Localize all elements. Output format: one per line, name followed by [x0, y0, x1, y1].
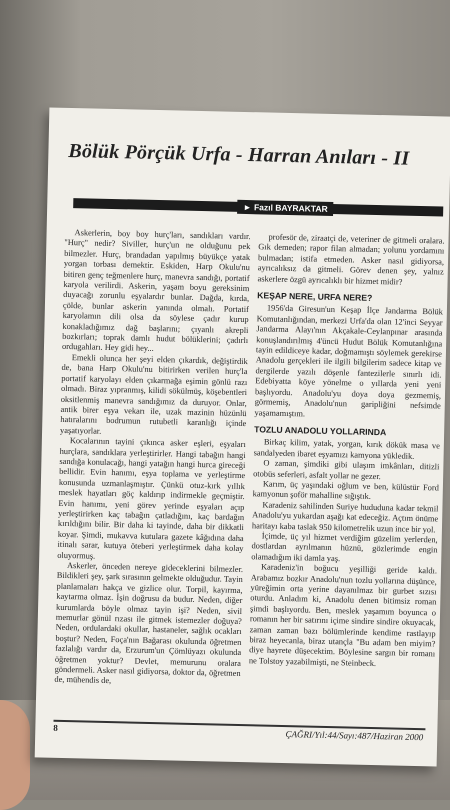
- byline: [237, 200, 334, 216]
- page-number: 8: [53, 722, 58, 733]
- section-heading: TOZLU ANADOLU YOLLARINDA: [254, 424, 387, 438]
- triangle-icon: ►: [243, 201, 252, 213]
- paragraph: Askerlerin, boy boy hurç'ları, sandıkları vardır. "Hurç" nedir? Siviller, hurç'un ne olduğunu pek bilmezler. Hurç, brandadan yapılmış büyükçe yatak yorgan torbası demektir. Eskiden, Harp Okulu'nu bitiren genç teğmenlere hurç, manevra sandığı, portatif karyola verilirdi. Askerin, yaşam boyu gereksinim duyacağı zorunlu eşyalardır bunlar. Dağda, kırda, çölde, bunlar askerin yanında olmalı. Portatif karyolamın dili olsa da söylese çadır kurup konakladığımız dağ başlarını; çıyanlı akrepli bozkırları; toprak damlı hudut bölüklerini; çadırlı ordugahları. Hey gidi hey...: [61, 228, 251, 354]
- section-heading: KEŞAP NERE, URFA NERE?: [257, 290, 373, 303]
- paragraph: Kocalarının tayini çıkınca asker eşleri, eşyaları hurçlara, sandıklara yerleştirirler. Hangi tabağın hangi sandığa konulacağı, hangi yatağın hangi hurca gireceği bellidir. Evin hanımı, eşya toplama ve yerleştirme konusunda uzmanlaşmıştır. Çünkü otuz-kırk yıllık meslek hayatları göç kaldırıp indirmekle geçmiştir. Evin hanımı, yeni görev yerinde eşyaları açıp yerleştirirken kaç tabağın çatladığını, kaç bardağın kırıldığını bilir. Bir daha ki tayinde, daha bir dikkatli koyar. Şimdi, mukavva kutulara gazete kâğıdına daha itinalı sarar, kutuya öteberi yerleştirmek daha kolay oluyormuş.: [57, 436, 246, 561]
- article-title: Bölük Pörçük Urfa - Harran Anıları - II: [68, 139, 410, 170]
- issue-footer: ÇAĞRI/Yıl:44/Sayı:487/Haziran 2000: [285, 729, 424, 743]
- paragraph: Karadeniz sahilinden Suriye hududuna kadar tekmil Anadolu'yu yukardan aşağı kat edeceğiz. Açtım önüme haritayı kaba taslak 950 kilometrelik uzun ince bir yol.: [251, 500, 439, 534]
- paragraph: Karım, üç yaşındaki oğlum ve ben, külüstür Ford kamyonun şoför mahalline sığıştık.: [252, 479, 439, 502]
- paragraph: 1956'da Giresun'un Keşap İlçe Jandarma Bölük Komutanlığından, merkezi Urfa'da olan 12'inci Seyyar Jandarma Alayı'nın Akçakale-Ceylanpınar arasında konuşlandırılmış 4'üncü Hudut Bölük Komutanlığına tayin edildiceye kadar, doğmamıştı söylemek gerekirse Anadolu gerçekleri ile ilgili bilgilerim sadece kitap ve dergilerde yazılı döşenle fantezilerle sınırlı idi. Edebiyatta köye yönelme o yıllarda yeni yeni başlıyordu. Anadolu'yu doya doya gezmemiş, görmemiş, Anadolu'nun garipliğini nefsimde yaşamamıştım.: [254, 303, 443, 418]
- author-name: Fazıl BAYRAKTAR: [253, 202, 328, 214]
- magazine-page: [35, 108, 450, 767]
- paragraph: Karadeniz'in boğucu yeşilliği geride kaldı. Arabamız bozkır Anadolu'nun tozlu yollarına düşünce, yüreğimin orta yerine dayanılmaz bir gurbet sızısı oturdu. Anladım ki, Anadolu denen bitimsiz roman şimdi başlıyordu. Ben, meslek yaşamım boyunca o romanın her bir satırını içime sindire sindire okuyacak, zaman zaman bazı bölümlerinde kendime rastlayıp biraz heyecanla, biraz utançla "Bu adam ben miyim? diye hayrete düşecektim. Böylesine sargın bir romanı ne Tolstoy yazabilmişti, ne Steinbeck.: [248, 562, 438, 668]
- footer-rule: [53, 720, 425, 730]
- paragraph: Birkaç kilim, yatak, yorgan, kırık dökük masa ve sandalyeden ibaret eşyamızı kamyona yükledik.: [253, 437, 440, 461]
- paragraph: İçimde, üç yıl hizmet verdiğim güzelim yerlerden, dostlardan ayrılmanın hüznü, gözlerimde engin olamadığım iki damla yaş.: [251, 531, 438, 564]
- thumb: [0, 700, 30, 810]
- left-column: [54, 228, 250, 690]
- paragraph: Askerler, önceden nereye gideceklerini bilmezler. Bildikleri şey, şark sırasının gelmekte olduğudur. Tayin planlamaları hakça ve gizlice olur. Torpil, kayırma, kaytarma olmaz. İşin doğrusu da budur. Neden, diğer kurumlarda böyle olmaz tayin işi? Neden, sivil memurlar gönül rızası ile gitmek istemezler doğuya? Neden, ordulardaki okullar, hastaneler, sağlık ocakları boştur? Neden, Foça'nın Bağarası okulunda öğretmen fazlalığı vardır da, Erzurum'un Çömlüyazı okulunda öğretmen yoktur? Devlet, memurunu oralara göndermeli. Asker nasıl gidiyorsa, doktor da, öğretmen de, mühendis de,: [54, 561, 244, 686]
- paragraph: O zaman, şimdiki gibi ulaşım imkânları, ditizli otobüs seferleri, asfalt yollar ne gezer.: [253, 458, 440, 481]
- paragraph: profesör de, ziraatçi de, veteriner de gitmeli oralara. Gık demeden; rapor filan almadan; yolunu yordamını bulmadan; istifa etmeden. Asker nasıl gidiyorsa, ayrıcalıksız da gitmeli. Görev denen şey, yalnız askerlere özgü ayrıcalıklı bir hizmet midir?: [257, 232, 445, 287]
- paragraph: Emekli olunca her şeyi elden çıkardık, değiştirdik de, bana Harp Okulu'nu bitirirken verilen hurç'la portatif karyolayı elden çıkarmağa eşimin gönlü razı olmadı. Biraz yıpranmış, kilidi sökülmüş, köşebentleri oksitlenmiş manevra sandığımız da duruyor. Onlar, antik birer eşya vekarı ile, uzak mazinin hüzünlü hatıralarını bodrumun rutubetli karanlığı içinde yaşatıyorlar.: [60, 352, 248, 436]
- right-column: [249, 232, 445, 670]
